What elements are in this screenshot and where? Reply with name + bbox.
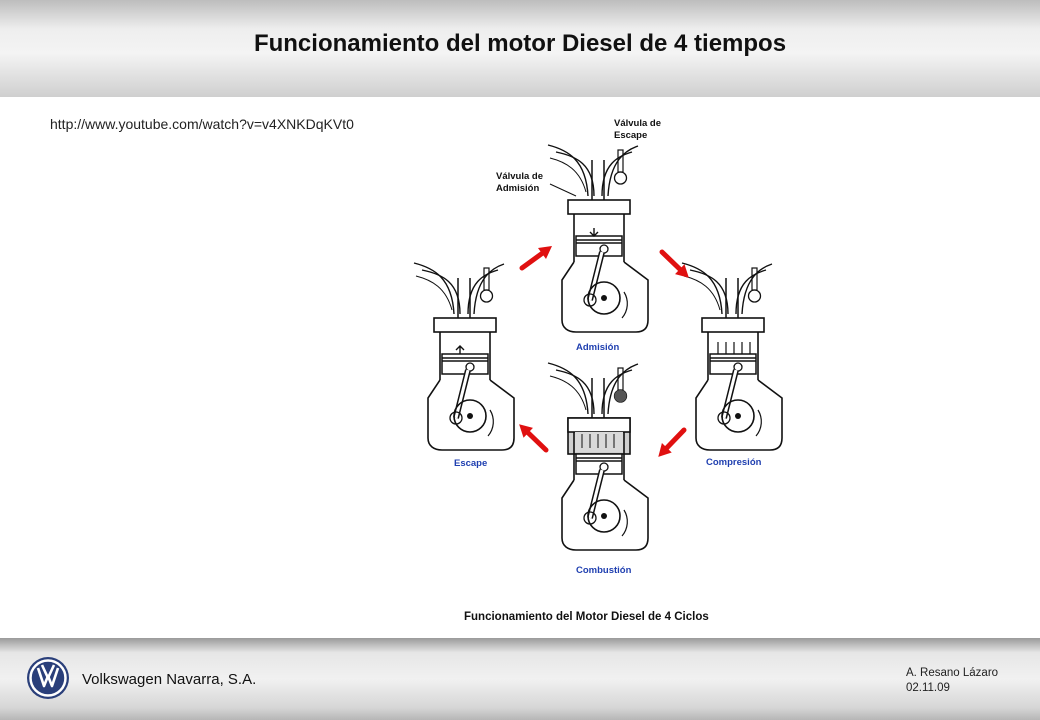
author-name: A. Resano Lázaro bbox=[906, 667, 999, 679]
diesel-cycle-diagram bbox=[400, 100, 820, 640]
vw-logo-icon bbox=[26, 656, 70, 700]
valve-intake-label-1: Válvula de bbox=[496, 171, 543, 182]
valve-intake-label-2: Admisión bbox=[496, 183, 540, 194]
diagram-caption: Funcionamiento del Motor Diesel de 4 Ciclos bbox=[464, 611, 709, 623]
stage-label-combustion: Combustión bbox=[576, 565, 632, 576]
engine-compression bbox=[682, 263, 782, 450]
stage-label-compression: Compresión bbox=[706, 457, 762, 468]
engine-intake bbox=[548, 145, 648, 332]
slide-date: 02.11.09 bbox=[906, 682, 950, 694]
valve-exhaust-label-2: Escape bbox=[614, 130, 648, 141]
arrow-intake-to-compression bbox=[662, 248, 689, 281]
valve-exhaust-label-1: Válvula de bbox=[614, 118, 661, 129]
video-link[interactable]: http://www.youtube.com/watch?v=v4XNKDqKVt0 bbox=[50, 116, 354, 132]
stage-label-exhaust: Escape bbox=[454, 458, 488, 469]
arrow-compression-to-combustion bbox=[654, 430, 687, 457]
slide-title: Funcionamiento del motor Diesel de 4 tiempos bbox=[253, 30, 787, 57]
arrow-exhaust-to-intake bbox=[522, 246, 552, 268]
engine-combustion bbox=[548, 363, 648, 550]
engine-exhaust bbox=[414, 263, 514, 450]
arrow-combustion-to-exhaust bbox=[519, 420, 546, 453]
author-info bbox=[906, 666, 998, 696]
company-name: Volkswagen Navarra, S.A. bbox=[82, 671, 257, 688]
stage-label-intake: Admisión bbox=[576, 342, 620, 353]
